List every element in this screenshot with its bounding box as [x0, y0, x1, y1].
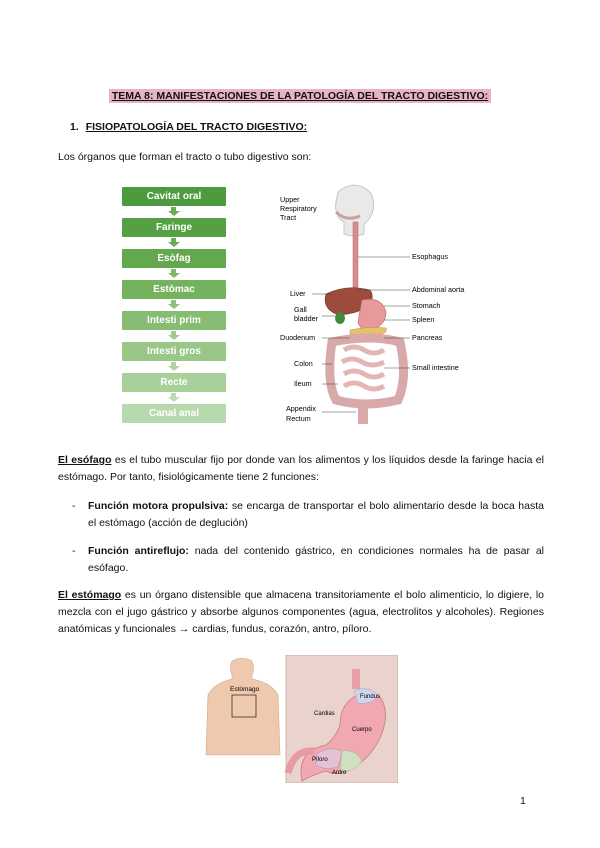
anatomy-label: Duodenum: [280, 333, 316, 342]
section-heading: [70, 121, 307, 133]
function-term: Función motora propulsiva:: [88, 500, 229, 512]
page-title: TEMA 8: MANIFESTACIONES DE LA PATOLOGÍA DEL TRACTO DIGESTIVO:: [0, 90, 600, 102]
stomach-text: es un órgano distensible que almacena transitoriamente el bolo alimenticio, lo digiere, lo mezcla con el jugo gástrico y absorbe algunos componentes (agua, electrolitos y alcoholes). Regiones anatómicas y funcionales → cardias, fundus, corazón, antro, píloro.: [58, 589, 544, 635]
anatomy-label: Colon: [294, 359, 313, 368]
flow-arrow-icon: [122, 206, 226, 218]
function-text: nada del contenido gástrico, en condiciones normales ha de pasar al esófago.: [88, 545, 544, 574]
anatomy-label: Esophagus: [412, 252, 448, 261]
anatomy-label: Respiratory: [280, 204, 317, 213]
digestive-system-illustration: [272, 182, 496, 430]
anatomy-label: Stomach: [412, 301, 441, 310]
figure-label: Estómago: [230, 686, 260, 693]
esophagus-paragraph: [58, 452, 544, 486]
anatomy-label: Upper: [280, 195, 300, 204]
flow-step: Canal anal: [122, 404, 226, 423]
esophagus-text: es el tubo muscular fijo por donde van los alimentos y los líquidos desde la faringe hacia el estómago. Por tanto, fisiológicamente tiene 2 funciones:: [58, 454, 544, 483]
figure-label: Cuerpo: [352, 727, 372, 733]
page-number: 1: [520, 795, 526, 807]
anatomy-label: Small intestine: [412, 363, 459, 372]
flow-arrow-icon: [122, 330, 226, 342]
bullet-dash: -: [72, 545, 76, 557]
flow-step: Recte: [122, 373, 226, 392]
intro-text: Los órganos que forman el tracto o tubo digestivo son:: [58, 151, 312, 163]
anatomy-label: Liver: [290, 289, 306, 298]
flow-arrow-icon: [122, 361, 226, 373]
figure-label: Antro: [332, 770, 347, 776]
figure-label: Fundus: [360, 694, 381, 700]
figure-label: Píloro: [312, 757, 328, 763]
digestive-flow-diagram: [122, 187, 226, 423]
anatomy-label: Rectum: [286, 414, 311, 423]
anatomy-label: bladder: [294, 314, 318, 323]
stomach-paragraph: [58, 587, 544, 638]
anatomy-label: Tract: [280, 213, 297, 222]
anatomy-label: Ileum: [294, 379, 312, 388]
flow-arrow-icon: [122, 237, 226, 249]
flow-arrow-icon: [122, 268, 226, 280]
function-term: Función antireflujo:: [88, 545, 189, 557]
flow-step: Intesti prim: [122, 311, 226, 330]
flow-step: Intesti gros: [122, 342, 226, 361]
anatomy-label: Appendix: [286, 404, 316, 413]
anatomy-label: Gall: [294, 305, 307, 314]
flow-step: Faringe: [122, 218, 226, 237]
stomach-term: El estómago: [58, 589, 122, 601]
figure-label: Cardias: [314, 711, 335, 717]
function-bullet: [72, 498, 544, 532]
esophagus-term: El esófago: [58, 454, 112, 466]
section-label: FISIOPATOLOGÍA DEL TRACTO DIGESTIVO:: [85, 121, 308, 133]
function-text: se encarga de transportar el bolo alimentario desde la boca hasta el estómago (acción de deglución): [88, 500, 544, 529]
bullet-dash: -: [72, 500, 76, 512]
flow-step: Cavitat oral: [122, 187, 226, 206]
section-number: 1.: [70, 121, 79, 133]
flow-step: Estòmac: [122, 280, 226, 299]
function-bullet: [72, 543, 544, 577]
anatomy-label: Pancreas: [412, 333, 443, 342]
flow-arrow-icon: [122, 392, 226, 404]
flow-arrow-icon: [122, 299, 226, 311]
stomach-illustration: [204, 655, 398, 783]
anatomy-label: Abdominal aorta: [412, 285, 465, 294]
flow-step: Esòfag: [122, 249, 226, 268]
anatomy-label: Spleen: [412, 315, 435, 324]
